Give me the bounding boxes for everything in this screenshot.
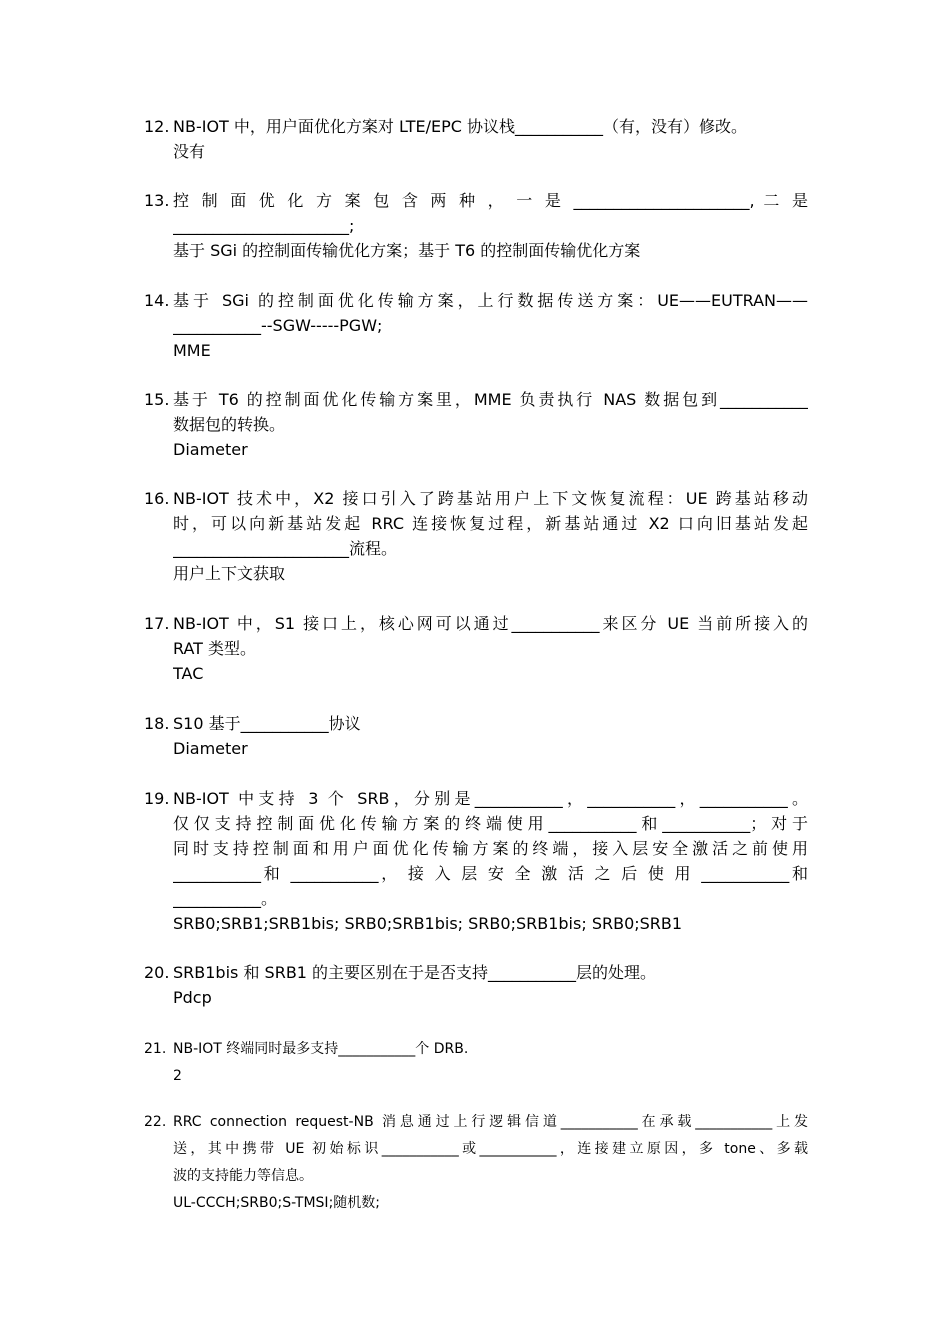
question-body bbox=[173, 288, 808, 363]
answer-text: 基于 SGi 的控制面传输优化方案；基于 T6 的控制面传输优化方案 bbox=[173, 241, 641, 260]
question-number: 18. bbox=[144, 714, 170, 733]
question-body bbox=[173, 786, 808, 936]
answer-text: MME bbox=[173, 341, 211, 360]
answer-text: Pdcp bbox=[173, 988, 212, 1007]
question-body bbox=[173, 1036, 808, 1090]
question-text: ___________和 ___________， 接 入 层 安 全 激 活 之 后 使 用 ___________和 bbox=[173, 864, 808, 883]
answer-text: SRB0;SRB1;SRB1bis; SRB0;SRB1bis; SRB0;SRB1bis; SRB0;SRB1 bbox=[173, 914, 683, 933]
answer-text: UL-CCCH;SRB0;S-TMSI;随机数; bbox=[173, 1195, 380, 1211]
answer-text: Diameter bbox=[173, 739, 248, 758]
question-number: 22. bbox=[144, 1114, 167, 1130]
question-text: S10 基于___________协议 bbox=[173, 714, 361, 733]
question-text: 数据包的转换。 bbox=[173, 415, 286, 434]
question-text: ___________。 bbox=[173, 889, 278, 908]
question-text: ___________--SGW-----PGW; bbox=[173, 316, 383, 335]
question-text: RAT 类型。 bbox=[173, 639, 257, 658]
question-number: 21. bbox=[144, 1041, 167, 1057]
question-body bbox=[173, 387, 808, 462]
question-text: 送，其中携带 UE 初始标识___________或___________，连接建立原因，多 tone、多载 bbox=[173, 1141, 808, 1157]
question-text: 同时支持控制面和用户面优化传输方案的终端，接入层安全激活之前使用 bbox=[173, 839, 808, 858]
question-number: 20. bbox=[144, 963, 170, 982]
question-number: 13. bbox=[144, 191, 170, 210]
question-body bbox=[173, 711, 808, 761]
question-body bbox=[173, 611, 808, 686]
answer-text: Diameter bbox=[173, 440, 248, 459]
question-text: NB-IOT 中，用户面优化方案对 LTE/EPC 协议栈___________（有，没有）修改。 bbox=[173, 117, 747, 136]
question-body bbox=[173, 1109, 808, 1217]
question-number: 19. bbox=[144, 789, 170, 808]
question-body bbox=[173, 114, 808, 164]
answer-text: 没有 bbox=[173, 142, 206, 161]
question-number: 16. bbox=[144, 489, 170, 508]
question-text: 波的支持能力等信息。 bbox=[173, 1168, 313, 1184]
question-number: 15. bbox=[144, 390, 170, 409]
question-text: RRC connection request-NB 消息通过上行逻辑信道___________在承载___________上发 bbox=[173, 1114, 808, 1130]
question-text: 控 制 面 优 化 方 案 包 含 两 种 ， 一 是 ______________________, 二 是 bbox=[173, 191, 808, 210]
question-text: ______________________; bbox=[173, 216, 355, 235]
answer-text: 用户上下文获取 bbox=[173, 564, 286, 583]
question-text: 仅仅支持控制面优化传输方案的终端使用___________和___________；对于 bbox=[173, 814, 808, 833]
question-text: NB-IOT 终端同时最多支持___________个 DRB. bbox=[173, 1041, 469, 1057]
question-number: 14. bbox=[144, 291, 170, 310]
question-text: NB-IOT 中支持 3 个 SRB，分别是___________，___________，___________。 bbox=[173, 789, 808, 808]
answer-text: TAC bbox=[173, 664, 204, 683]
question-text: NB-IOT 中，S1 接口上，核心网可以通过___________来区分 UE 当前所接入的 bbox=[173, 614, 808, 633]
question-text: 基于 SGi 的控制面优化传输方案，上行数据传送方案：UE——EUTRAN—— bbox=[173, 291, 808, 310]
answer-text: 2 bbox=[173, 1068, 182, 1084]
question-text: NB-IOT 技术中，X2 接口引入了跨基站用户上下文恢复流程：UE 跨基站移动 bbox=[173, 489, 808, 508]
question-text: 基于 T6 的控制面优化传输方案里，MME 负责执行 NAS 数据包到___________ bbox=[173, 390, 808, 409]
question-number: 17. bbox=[144, 614, 170, 633]
question-body bbox=[173, 960, 808, 1010]
question-body bbox=[173, 486, 808, 586]
question-number: 12. bbox=[144, 117, 170, 136]
question-text: SRB1bis 和 SRB1 的主要区别在于是否支持___________层的处理。 bbox=[173, 963, 657, 982]
question-body bbox=[173, 188, 808, 263]
question-text: 时，可以向新基站发起 RRC 连接恢复过程，新基站通过 X2 口向旧基站发起 bbox=[173, 514, 808, 533]
question-text: ______________________流程。 bbox=[173, 539, 398, 558]
